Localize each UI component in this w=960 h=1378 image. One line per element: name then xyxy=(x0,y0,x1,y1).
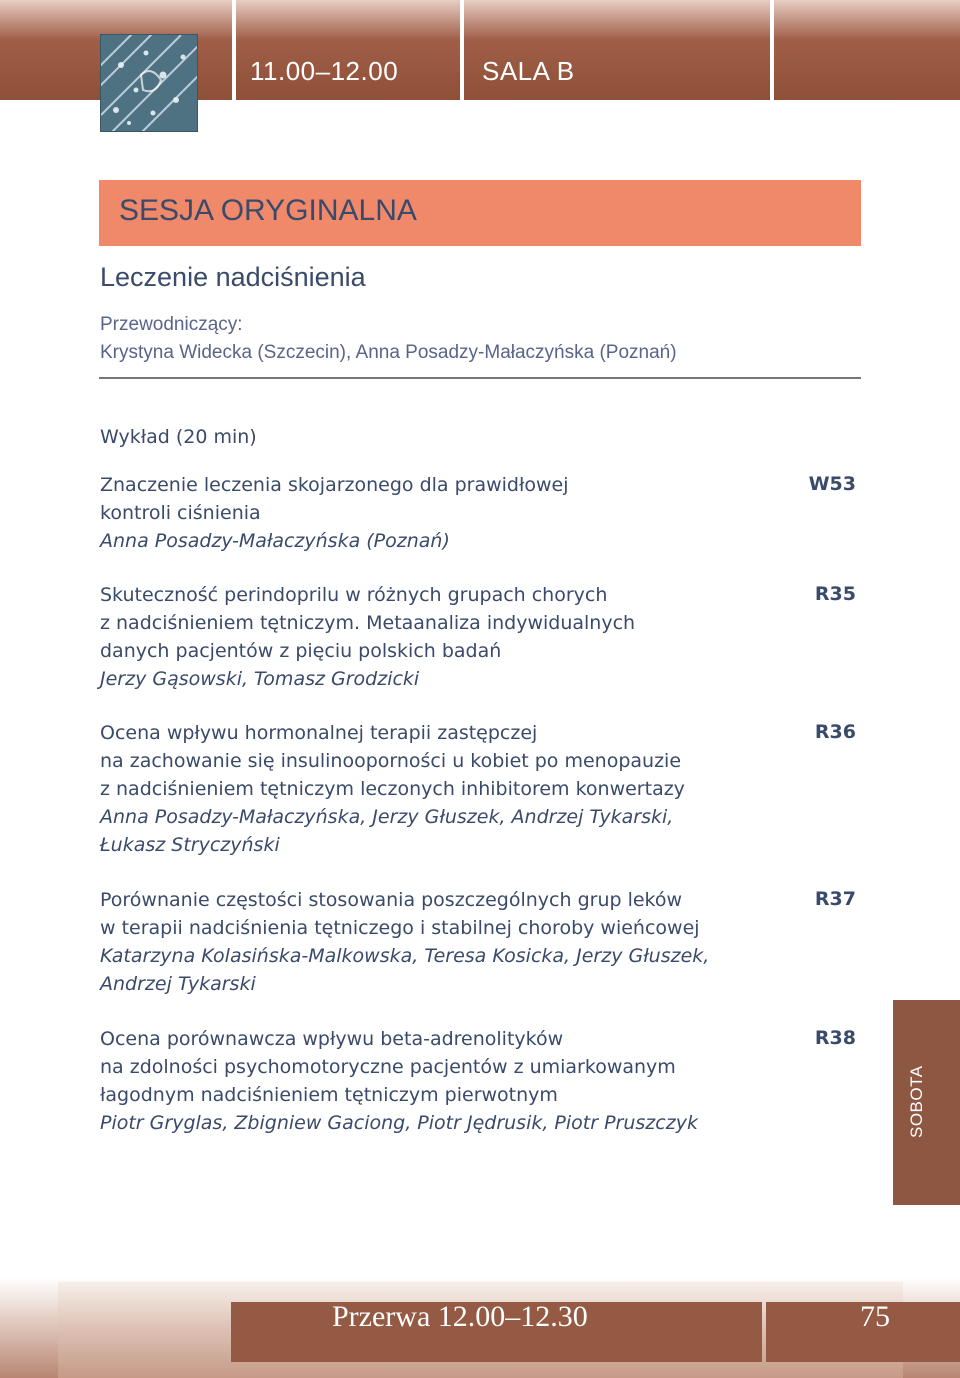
session-type-banner xyxy=(99,180,861,246)
item-authors: Katarzyna Kolasińska-Malkowska, Teresa Kosicka, Jerzy Głuszek, Andrzej Tykarski xyxy=(100,945,710,995)
lecture-label: Wykład (20 min) xyxy=(100,426,257,448)
chairs-label: Przewodniczący: xyxy=(100,314,243,335)
item-authors: Jerzy Gąsowski, Tomasz Grodzicki xyxy=(100,668,420,690)
item-code: R37 xyxy=(814,888,856,910)
break-text: Przerwa 12.00–12.30 xyxy=(332,1300,588,1333)
session-topic: Leczenie nadciśnienia xyxy=(100,262,366,292)
divider xyxy=(99,377,861,379)
item-title: Skuteczność perindoprilu w różnych grupach chorych z nadciśnieniem tętniczym. Metaanaliza indywidualnych danych pacjentów z pięciu polskich badań xyxy=(100,584,636,662)
item-authors: Anna Posadzy-Małaczyńska, Jerzy Głuszek, Andrzej Tykarski, Łukasz Stryczyński xyxy=(100,806,674,856)
decorative-thumbnail-icon xyxy=(100,34,198,132)
program-item xyxy=(100,719,800,859)
item-title: Znaczenie leczenia skojarzonego dla prawidłowej kontroli ciśnienia xyxy=(100,474,569,524)
header-bar-right xyxy=(774,0,960,100)
program-item xyxy=(100,1025,800,1137)
session-type: SESJA ORYGINALNA xyxy=(119,194,417,227)
program-item xyxy=(100,886,800,998)
chairs-names: Krystyna Widecka (Szczecin), Anna Posadzy-Małaczyńska (Poznań) xyxy=(100,342,677,363)
day-side-tab xyxy=(893,1000,960,1205)
program-item xyxy=(100,581,800,693)
item-title: Porównanie częstości stosowania poszczególnych grup leków w terapii nadciśnienia tętniczego i stabilnej choroby wieńcowej xyxy=(100,889,700,939)
page-number: 75 xyxy=(860,1300,890,1333)
item-code: R38 xyxy=(814,1027,856,1049)
day-label: SOBOTA xyxy=(907,1065,926,1138)
item-code: W53 xyxy=(808,473,856,495)
item-code: R35 xyxy=(814,583,856,605)
program-item xyxy=(100,471,800,555)
session-time: 11.00–12.00 xyxy=(250,56,399,86)
item-title: Ocena porównawcza wpływu beta-adrenolityków na zdolności psychomotoryczne pacjentów z umiarkowanym łagodnym nadciśnieniem tętniczym pierwotnym xyxy=(100,1028,676,1106)
item-authors: Anna Posadzy-Małaczyńska (Poznań) xyxy=(100,530,450,552)
item-title: Ocena wpływu hormonalnej terapii zastępczej na zachowanie się insulinooporności u kobiet po menopauzie z nadciśnieniem tętniczym leczonych inhibitorem konwertazy xyxy=(100,722,685,800)
item-authors: Piotr Gryglas, Zbigniew Gaciong, Piotr Jędrusik, Piotr Pruszczyk xyxy=(100,1112,698,1134)
session-room: SALA B xyxy=(482,56,575,86)
item-code: R36 xyxy=(814,721,856,743)
